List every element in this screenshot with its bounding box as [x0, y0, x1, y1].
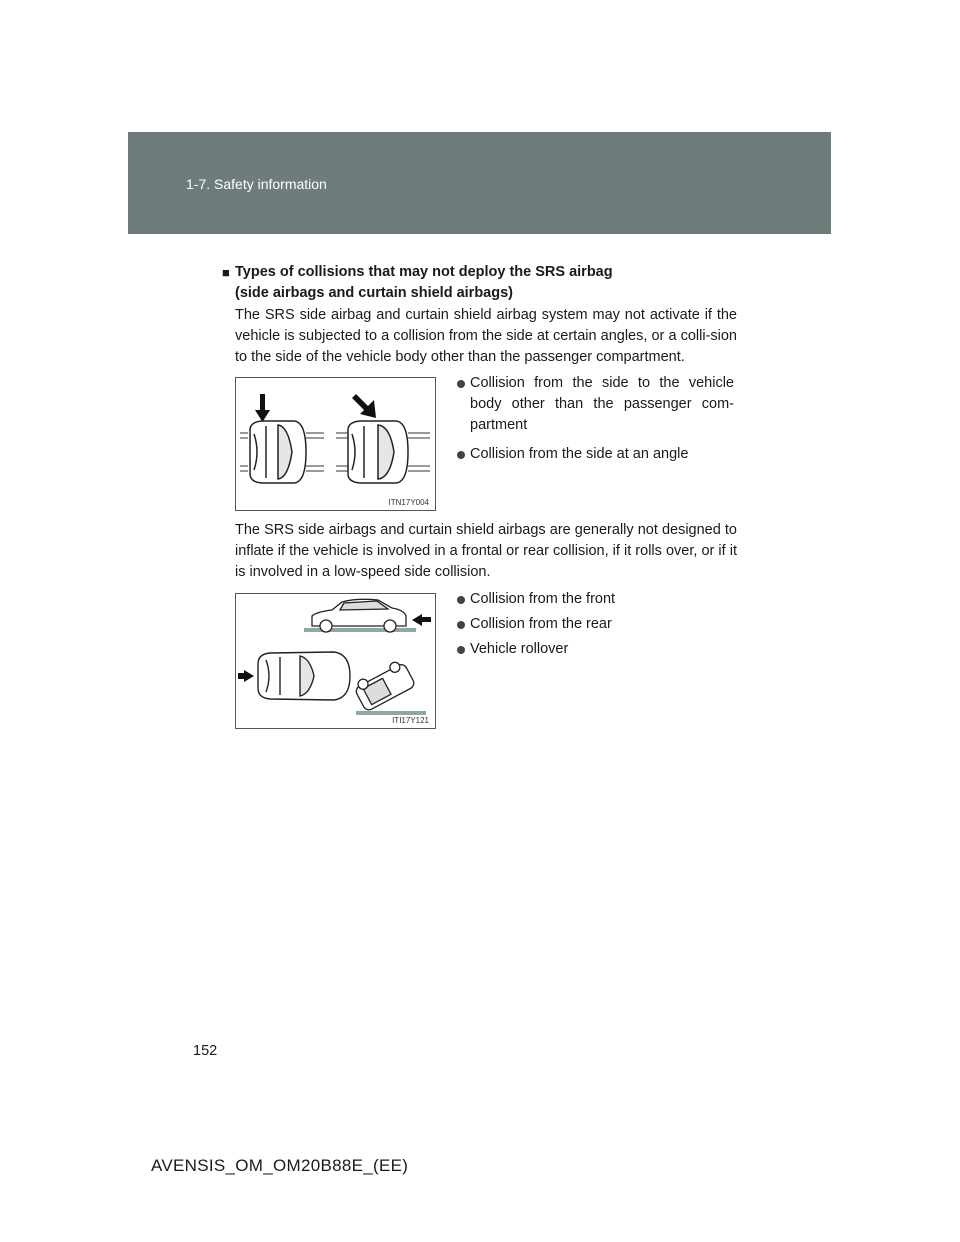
angled-impact-arrow-icon	[352, 394, 376, 418]
side-collision-illustration	[236, 378, 435, 510]
bullet-dot-icon	[457, 646, 465, 654]
bullet-dot-icon	[457, 451, 465, 459]
section-header	[128, 132, 831, 234]
non-deployment-bullet-list	[457, 589, 734, 660]
car-top-view-icon	[258, 652, 350, 700]
rear-impact-arrow-icon	[412, 614, 431, 626]
bullet-dot-icon	[457, 621, 465, 629]
figure-side-collision	[235, 377, 436, 511]
paragraph-not-designed-to-inflate: The SRS side airbags and curtain shield airbags are generally not designed to inflate if the vehicle is involved in a frontal or rear collision, if it rolls over, or if it is involved in a low-speed side collision.	[235, 522, 737, 580]
document-id: AVENSIS_OM_OM20B88E_(EE)	[151, 1156, 409, 1175]
impact-arrow-icon	[255, 394, 270, 422]
section-title: 1-7. Safety information	[186, 176, 327, 192]
list-item: Collision from the front	[457, 589, 734, 610]
figure-code: ITI17Y121	[392, 716, 429, 725]
paragraph-side-airbag-activation: The SRS side airbag and curtain shield airbag system may not activate if the vehicle is subjected to a collision from the side at certain angles, or a colli-sion to the side of the vehicle body other than the passenger compartment.	[235, 307, 737, 365]
front-rear-rollover-illustration	[236, 594, 435, 728]
figure-code: ITN17Y004	[388, 498, 429, 507]
front-impact-arrow-icon	[238, 670, 254, 682]
car-icon	[250, 421, 306, 483]
rollover-car-icon	[352, 658, 416, 712]
bullet-dot-icon	[457, 380, 465, 388]
list-item: Collision from the side at an angle	[457, 444, 734, 465]
list-item: Collision from the rear	[457, 614, 734, 635]
list-item: Vehicle rollover	[457, 639, 734, 660]
side-collision-bullet-list	[457, 373, 734, 465]
bullet-dot-icon	[457, 596, 465, 604]
heading-line-1: Types of collisions that may not deploy the SRS airbag	[235, 264, 613, 280]
car-icon	[348, 421, 408, 483]
page-number: 152	[193, 1043, 218, 1059]
heading-line-2: (side airbags and curtain shield airbags)	[235, 285, 513, 301]
list-item: Collision from the side to the vehicle body other than the passenger com-partment	[457, 373, 734, 436]
square-bullet-icon: ■	[222, 265, 230, 280]
car-side-view-icon	[312, 599, 406, 632]
figure-front-rear-rollover	[235, 593, 436, 729]
